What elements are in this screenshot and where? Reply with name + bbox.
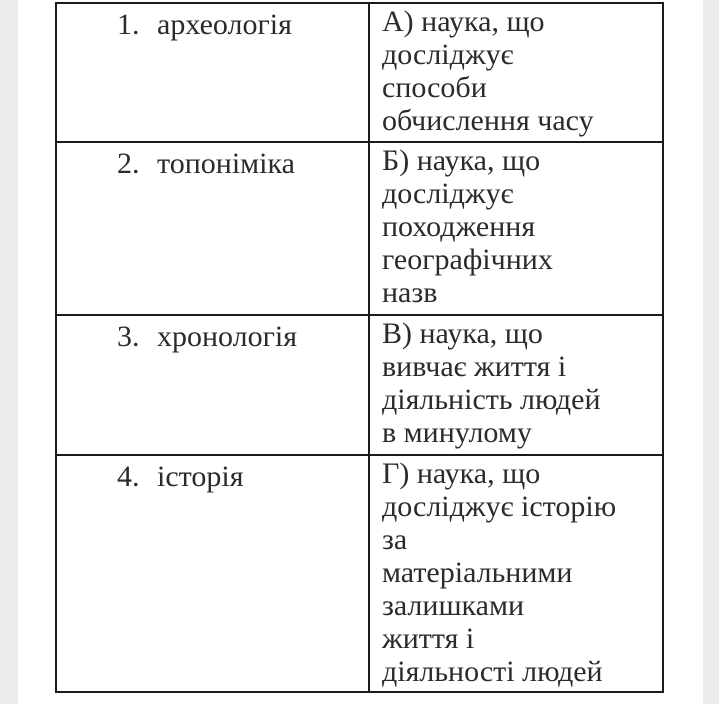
definition-line: способи	[382, 71, 487, 104]
definition-line: діяльності людей	[382, 655, 603, 688]
definition-line: залишками	[382, 589, 525, 622]
definition-cell	[369, 3, 663, 142]
definition-cell	[369, 315, 663, 455]
definition-line: матеріальними	[382, 556, 573, 589]
definition-line: вивчає життя і	[382, 350, 567, 383]
definition-cell	[369, 142, 663, 315]
definition-line: Г) наука, що	[382, 457, 541, 490]
left-margin	[0, 0, 18, 704]
definition-cell	[369, 455, 663, 692]
term-text: топоніміка	[157, 147, 295, 180]
definition-line: походження	[382, 210, 536, 243]
table-row	[56, 455, 663, 692]
definition-line: досліджує	[382, 38, 514, 71]
right-margin	[703, 0, 719, 704]
definition-line: А) наука, що	[382, 5, 545, 38]
term-cell	[56, 3, 369, 142]
definition-line: життя і	[382, 622, 475, 655]
definition-line: досліджує історію	[382, 490, 617, 523]
definition-line: В) наука, що	[382, 317, 543, 350]
definition-line: діяльність людей	[382, 383, 601, 416]
term-number: 1.	[117, 8, 140, 41]
definition-line: обчислення часу	[382, 104, 594, 137]
term-text: історія	[157, 460, 244, 493]
matching-table	[55, 2, 664, 693]
term-number: 3.	[117, 320, 140, 353]
table-row	[56, 3, 663, 142]
definition-line: за	[382, 523, 408, 556]
table-row	[56, 315, 663, 455]
definition-line: назв	[382, 276, 438, 309]
term-cell	[56, 315, 369, 455]
definition-line: Б) наука, що	[382, 144, 541, 177]
term-cell	[56, 455, 369, 692]
definition-line: досліджує	[382, 177, 514, 210]
term-text: археологія	[157, 8, 292, 41]
term-cell	[56, 142, 369, 315]
table-row	[56, 142, 663, 315]
definition-line: в минулому	[382, 416, 532, 449]
term-number: 4.	[117, 460, 140, 493]
definition-line: географічних	[382, 243, 553, 276]
term-text: хронологія	[157, 320, 298, 353]
term-number: 2.	[117, 147, 140, 180]
